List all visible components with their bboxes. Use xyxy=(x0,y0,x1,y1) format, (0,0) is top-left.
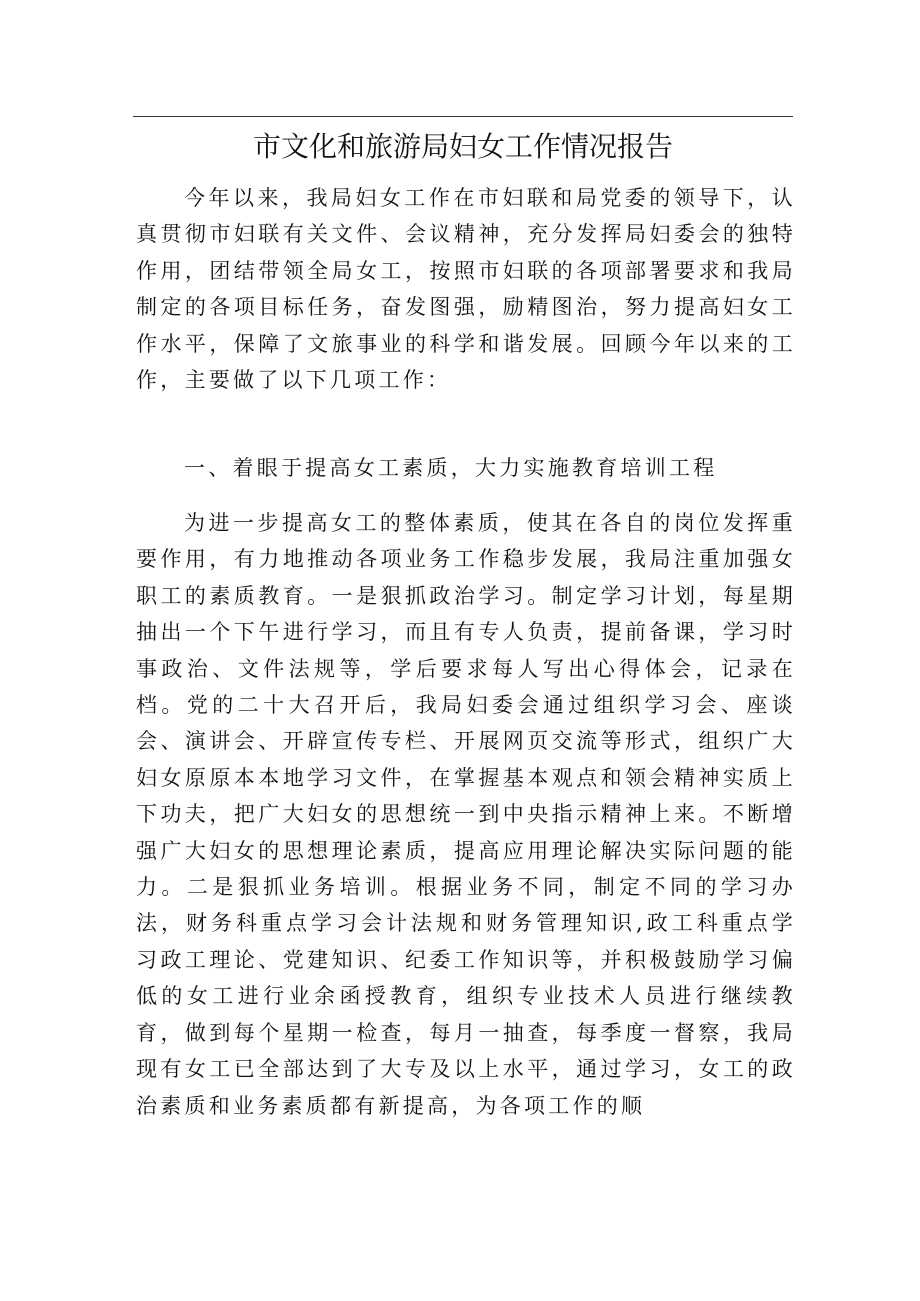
paragraph-section-1: 为进一步提高女工的整体素质，使其在各自的岗位发挥重要作用，有力地推动各项业务工作稳步发展，我局注重加强女职工的素质教育。一是狠抓政治学习。制定学习计划，每星期抽出一个下午进行学习，而且有专人负责，提前备课，学习时事政治、文件法规等，学后要求每人写出心得体会，记录在档。党的二十大召开后，我局妇委会通过组织学习会、座谈会、演讲会、开辟宣传专栏、开展网页交流等形式，组织广大妇女原原本本地学习文件，在掌握基本观点和领会精神实质上下功夫，把广大妇女的思想统一到中央指示精神上来。不断增强广大妇女的思想理论素质，提高应用理论解决实际问题的能力。二是狠抓业务培训。根据业务不同，制定不同的学习办法，财务科重点学习会计法规和财务管理知识,政工科重点学习政工理论、党建知识、纪委工作知识等，并积极鼓励学习偏低的女工进行业余函授教育，组织专业技术人员进行继续教育，做到每个星期一检查，每月一抽查，每季度一督察，我局现有女工已全部达到了大专及以上水平，通过学习，女工的政治素质和业务素质都有新提高，为各项工作的顺 xyxy=(136,511,796,1118)
section-heading-1: 一、着眼于提高女工素质，大力实施教育培训工程 xyxy=(184,456,718,480)
paragraph-intro: 今年以来，我局妇女工作在市妇联和局党委的领导下，认真贯彻市妇联有关文件、会议精神，充分发挥局妇委会的独特作用，团结带领全局女工，按照市妇联的各项部署要求和我局制定的各项目标任务，奋发图强，励精图治，努力提高妇女工作水平，保障了文旅事业的科学和谐发展。回顾今年以来的工作，主要做了以下几项工作： xyxy=(136,186,796,393)
header-rule xyxy=(133,116,793,117)
document-title: 市文化和旅游局妇女工作情况报告 xyxy=(252,130,673,163)
